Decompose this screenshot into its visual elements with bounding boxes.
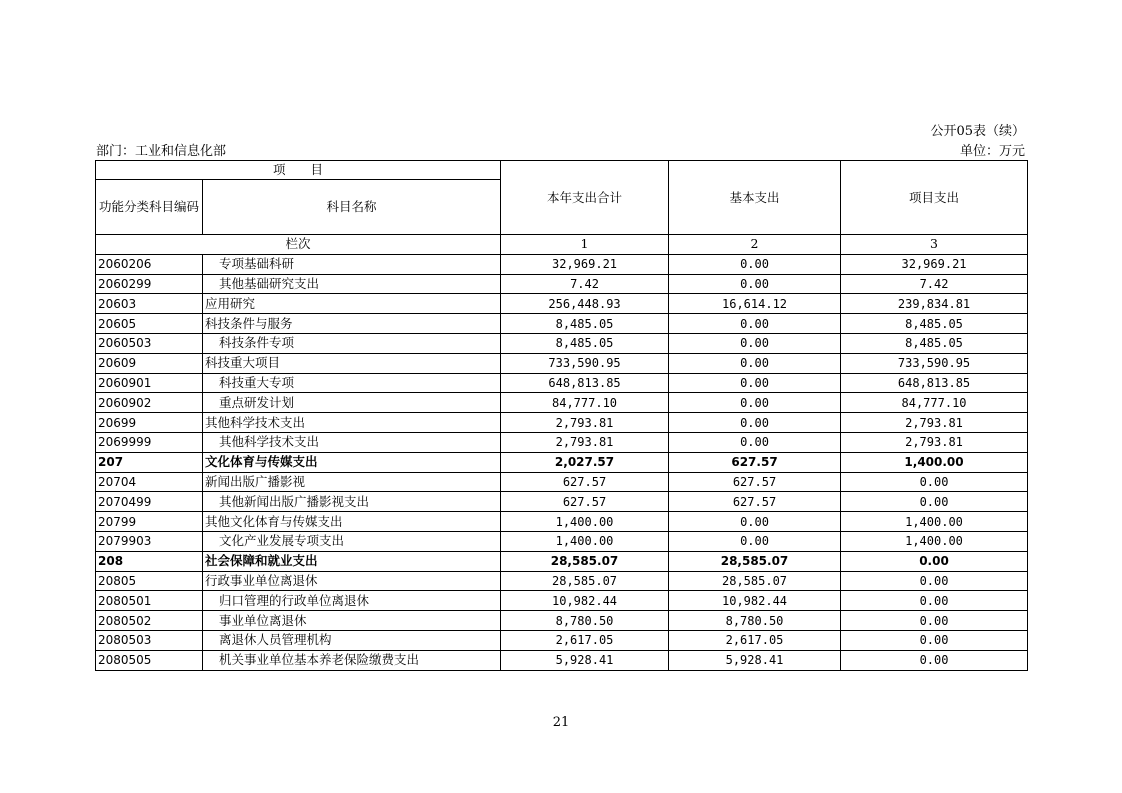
project-cell: 84,777.10 — [841, 393, 1028, 413]
code-cell: 208 — [96, 551, 203, 571]
code-cell: 2060299 — [96, 274, 203, 294]
total-cell: 84,777.10 — [501, 393, 669, 413]
total-cell: 2,617.05 — [501, 630, 669, 650]
name-cell: 科技重大专项 — [203, 373, 501, 393]
basic-header: 基本支出 — [669, 161, 841, 235]
project-cell: 32,969.21 — [841, 254, 1028, 274]
basic-cell: 2,617.05 — [669, 630, 841, 650]
table-row — [96, 571, 1028, 591]
table-row — [96, 531, 1028, 551]
basic-cell: 0.00 — [669, 254, 841, 274]
name-cell: 社会保障和就业支出 — [203, 551, 501, 571]
project-cell: 0.00 — [841, 472, 1028, 492]
code-cell: 2060902 — [96, 393, 203, 413]
index-row — [96, 235, 1028, 255]
name-cell: 其他文化体育与传媒支出 — [203, 512, 501, 532]
project-cell: 0.00 — [841, 571, 1028, 591]
table-row — [96, 274, 1028, 294]
basic-cell: 10,982.44 — [669, 591, 841, 611]
project-cell: 0.00 — [841, 492, 1028, 512]
page-number: 21 — [552, 715, 570, 730]
project-cell: 8,485.05 — [841, 333, 1028, 353]
table-row — [96, 294, 1028, 314]
table-row — [96, 591, 1028, 611]
code-cell: 20799 — [96, 512, 203, 532]
basic-cell: 5,928.41 — [669, 650, 841, 670]
index-1: 1 — [501, 235, 669, 255]
table-row — [96, 472, 1028, 492]
name-cell: 科技条件与服务 — [203, 314, 501, 334]
department-label: 部门：工业和信息化部 — [96, 144, 227, 159]
name-cell: 专项基础科研 — [203, 254, 501, 274]
table-row — [96, 611, 1028, 631]
table-row — [96, 333, 1028, 353]
name-cell: 其他科学技术支出 — [203, 413, 501, 433]
total-cell: 1,400.00 — [501, 512, 669, 532]
project-cell: 648,813.85 — [841, 373, 1028, 393]
project-cell: 733,590.95 — [841, 353, 1028, 373]
code-cell: 207 — [96, 452, 203, 472]
name-cell: 机关事业单位基本养老保险缴费支出 — [203, 650, 501, 670]
name-cell: 行政事业单位离退休 — [203, 571, 501, 591]
basic-cell: 28,585.07 — [669, 551, 841, 571]
code-cell: 2069999 — [96, 432, 203, 452]
project-cell: 2,793.81 — [841, 413, 1028, 433]
total-cell: 8,780.50 — [501, 611, 669, 631]
project-cell: 0.00 — [841, 630, 1028, 650]
form-number: 公开05表（续） — [930, 124, 1025, 139]
name-cell: 科技条件专项 — [203, 333, 501, 353]
table-row — [96, 432, 1028, 452]
table-row — [96, 353, 1028, 373]
total-cell: 28,585.07 — [501, 571, 669, 591]
table-row — [96, 254, 1028, 274]
name-cell: 科技重大项目 — [203, 353, 501, 373]
total-cell: 7.42 — [501, 274, 669, 294]
index-label: 栏次 — [96, 235, 501, 255]
budget-table — [95, 160, 1028, 671]
total-cell: 32,969.21 — [501, 254, 669, 274]
project-cell: 0.00 — [841, 591, 1028, 611]
table-row — [96, 413, 1028, 433]
total-cell: 733,590.95 — [501, 353, 669, 373]
code-cell: 20805 — [96, 571, 203, 591]
basic-cell: 0.00 — [669, 373, 841, 393]
basic-cell: 627.57 — [669, 472, 841, 492]
basic-cell: 0.00 — [669, 274, 841, 294]
project-cell: 1,400.00 — [841, 512, 1028, 532]
basic-cell: 16,614.12 — [669, 294, 841, 314]
name-cell: 事业单位离退休 — [203, 611, 501, 631]
basic-cell: 0.00 — [669, 512, 841, 532]
budget-table-body — [96, 161, 1028, 671]
name-cell: 其他新闻出版广播影视支出 — [203, 492, 501, 512]
code-cell: 20605 — [96, 314, 203, 334]
basic-cell: 0.00 — [669, 432, 841, 452]
total-cell: 1,400.00 — [501, 531, 669, 551]
table-row — [96, 314, 1028, 334]
project-cell: 0.00 — [841, 650, 1028, 670]
table-row — [96, 551, 1028, 571]
code-cell: 20609 — [96, 353, 203, 373]
code-cell: 2079903 — [96, 531, 203, 551]
code-header: 功能分类科目编码 — [96, 180, 203, 235]
code-cell: 20603 — [96, 294, 203, 314]
name-cell: 文化体育与传媒支出 — [203, 452, 501, 472]
unit-label: 单位：万元 — [959, 144, 1025, 159]
project-cell: 8,485.05 — [841, 314, 1028, 334]
project-header: 项目支出 — [841, 161, 1028, 235]
basic-cell: 0.00 — [669, 333, 841, 353]
name-cell: 新闻出版广播影视 — [203, 472, 501, 492]
code-cell: 20704 — [96, 472, 203, 492]
table-row — [96, 373, 1028, 393]
item-header: 项 目 — [96, 161, 501, 180]
total-cell: 28,585.07 — [501, 551, 669, 571]
code-cell: 2080502 — [96, 611, 203, 631]
code-cell: 2080503 — [96, 630, 203, 650]
basic-cell: 0.00 — [669, 353, 841, 373]
header-row-item — [96, 161, 1028, 180]
name-cell: 重点研发计划 — [203, 393, 501, 413]
code-cell: 2060206 — [96, 254, 203, 274]
code-cell: 2060503 — [96, 333, 203, 353]
code-cell: 2080505 — [96, 650, 203, 670]
total-cell: 627.57 — [501, 472, 669, 492]
total-cell: 627.57 — [501, 492, 669, 512]
total-cell: 648,813.85 — [501, 373, 669, 393]
table-row — [96, 492, 1028, 512]
name-cell: 离退休人员管理机构 — [203, 630, 501, 650]
index-3: 3 — [841, 235, 1028, 255]
total-cell: 256,448.93 — [501, 294, 669, 314]
project-cell: 0.00 — [841, 611, 1028, 631]
total-header: 本年支出合计 — [501, 161, 669, 235]
basic-cell: 0.00 — [669, 393, 841, 413]
table-row — [96, 630, 1028, 650]
code-cell: 20699 — [96, 413, 203, 433]
name-cell: 归口管理的行政单位离退休 — [203, 591, 501, 611]
name-cell: 其他基础研究支出 — [203, 274, 501, 294]
project-cell: 239,834.81 — [841, 294, 1028, 314]
total-cell: 8,485.05 — [501, 314, 669, 334]
project-cell: 1,400.00 — [841, 452, 1028, 472]
name-header: 科目名称 — [203, 180, 501, 235]
project-cell: 7.42 — [841, 274, 1028, 294]
basic-cell: 0.00 — [669, 531, 841, 551]
code-cell: 2070499 — [96, 492, 203, 512]
total-cell: 2,027.57 — [501, 452, 669, 472]
basic-cell: 8,780.50 — [669, 611, 841, 631]
name-cell: 应用研究 — [203, 294, 501, 314]
table-row — [96, 452, 1028, 472]
project-cell: 1,400.00 — [841, 531, 1028, 551]
basic-cell: 627.57 — [669, 492, 841, 512]
name-cell: 文化产业发展专项支出 — [203, 531, 501, 551]
project-cell: 2,793.81 — [841, 432, 1028, 452]
total-cell: 5,928.41 — [501, 650, 669, 670]
basic-cell: 0.00 — [669, 413, 841, 433]
basic-cell: 627.57 — [669, 452, 841, 472]
table-row — [96, 512, 1028, 532]
total-cell: 2,793.81 — [501, 432, 669, 452]
table-row — [96, 393, 1028, 413]
index-2: 2 — [669, 235, 841, 255]
basic-cell: 0.00 — [669, 314, 841, 334]
total-cell: 10,982.44 — [501, 591, 669, 611]
name-cell: 其他科学技术支出 — [203, 432, 501, 452]
total-cell: 8,485.05 — [501, 333, 669, 353]
code-cell: 2080501 — [96, 591, 203, 611]
table-row — [96, 650, 1028, 670]
project-cell: 0.00 — [841, 551, 1028, 571]
total-cell: 2,793.81 — [501, 413, 669, 433]
basic-cell: 28,585.07 — [669, 571, 841, 591]
code-cell: 2060901 — [96, 373, 203, 393]
